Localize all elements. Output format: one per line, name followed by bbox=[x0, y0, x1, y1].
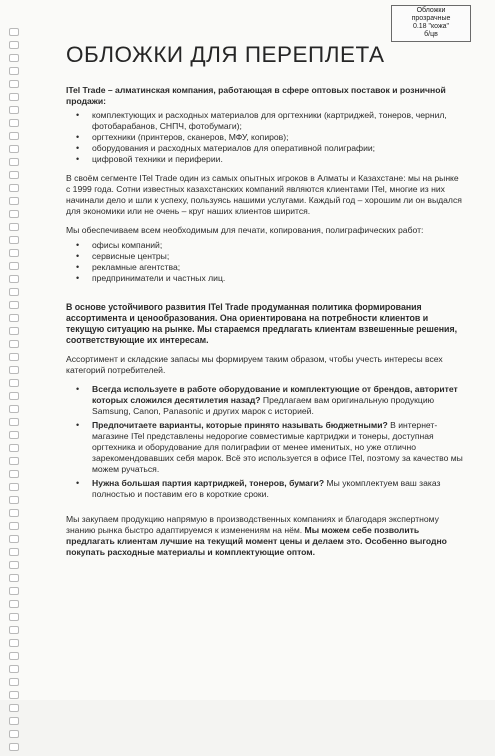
binding-hole bbox=[9, 340, 19, 348]
binding-hole bbox=[9, 288, 19, 296]
list-item: • офисы компаний; bbox=[66, 240, 464, 251]
binding-hole bbox=[9, 743, 19, 751]
advantage-question: Предпочитаете варианты, которые принято называть бюджетными? bbox=[92, 420, 388, 430]
advantages-list bbox=[66, 384, 464, 500]
binding-hole bbox=[9, 28, 19, 36]
binding-hole bbox=[9, 496, 19, 504]
list-item: • оргтехники (принтеров, сканеров, МФУ, копиров); bbox=[66, 132, 464, 143]
binding-hole bbox=[9, 561, 19, 569]
binding-hole bbox=[9, 132, 19, 140]
binding-hole bbox=[9, 574, 19, 582]
label-line-3: 0.18 "кожа" bbox=[412, 23, 450, 30]
binding-hole bbox=[9, 145, 19, 153]
binding-hole bbox=[9, 652, 19, 660]
assortment-paragraph: Ассортимент и складские запасы мы формируем таким образом, чтобы учесть интересы всех категорий потребителей. bbox=[66, 354, 443, 375]
list-item: • оборудования и расходных материалов для оперативной полиграфии; bbox=[66, 143, 464, 154]
closing-paragraph bbox=[66, 514, 464, 558]
products-list bbox=[66, 110, 464, 165]
list-item: • сервисные центры; bbox=[66, 251, 464, 262]
binding-hole bbox=[9, 158, 19, 166]
advantage-answer: Мы укомплектуем ваш заказ полностью и поставим его в короткие сроки. bbox=[92, 478, 441, 499]
list-item: • предприниматели и частных лиц. bbox=[66, 273, 464, 284]
advantage-question: Всегда используете в работе оборудование и комплектующие от брендов, авторитет которых сложился десятилетия назад? bbox=[92, 384, 458, 405]
binding-hole bbox=[9, 249, 19, 257]
binding-hole bbox=[9, 223, 19, 231]
binding-hole bbox=[9, 626, 19, 634]
binding-hole bbox=[9, 418, 19, 426]
binding-hole bbox=[9, 67, 19, 75]
binding-hole bbox=[9, 314, 19, 322]
advantage-question: Нужна большая партия картриджей, тонеров, бумаги? bbox=[92, 478, 325, 488]
binding-hole bbox=[9, 197, 19, 205]
list-item bbox=[66, 420, 464, 475]
label-line-4: б/цв bbox=[424, 31, 438, 38]
binding-hole bbox=[9, 119, 19, 127]
binding-hole bbox=[9, 548, 19, 556]
advantage-answer: В интернет-магазине ITel представлены недорогие совместимые картриджи и тонеры, доступная оргтехника и оборудование для полиграфии от менее именитых, но уже отлично зарекомендовавших себя марок. Всё это используется в офисе ITel, поэтому за качество мы можем ручаться. bbox=[92, 420, 463, 474]
binding-hole bbox=[9, 262, 19, 270]
closing-text: Мы закупаем продукцию напрямую в производственных компаниях и благодаря экспертному знанию рынка быстро адаптируемся к изменениям на нём. bbox=[66, 514, 439, 535]
binding-holes bbox=[9, 28, 19, 756]
binding-hole bbox=[9, 509, 19, 517]
binding-hole bbox=[9, 210, 19, 218]
binding-hole bbox=[9, 717, 19, 725]
binding-hole bbox=[9, 444, 19, 452]
binding-hole bbox=[9, 366, 19, 374]
binding-hole bbox=[9, 301, 19, 309]
binding-hole bbox=[9, 522, 19, 530]
services-paragraph: Мы обеспечиваем всем необходимым для печати, копирования, полиграфических работ: bbox=[66, 225, 424, 235]
binding-hole bbox=[9, 236, 19, 244]
advantage-answer: Предлагаем вам оригинальную продукцию Samsung, Canon, Panasonic и других марок с историей. bbox=[92, 395, 435, 416]
binding-hole bbox=[9, 613, 19, 621]
binding-hole bbox=[9, 54, 19, 62]
list-item: • цифровой техники и периферии. bbox=[66, 154, 464, 165]
company-paragraph: В своём сегменте ITel Trade один из самых опытных игроков в Алматы и Казахстане: мы на рынке с 1999 года. Сотни известных казахстанских компаний являются клиентами ITel, многие из них начинали дело и шли к успеху, пользуясь нашими услугами. Каждый год – хорошим ли он выдался для экономики или не очень – круг наших клиентов ширится. bbox=[66, 173, 462, 216]
binding-hole bbox=[9, 431, 19, 439]
binding-hole bbox=[9, 665, 19, 673]
binding-hole bbox=[9, 379, 19, 387]
label-line-2: прозрачные bbox=[411, 15, 451, 22]
binding-hole bbox=[9, 457, 19, 465]
binding-hole bbox=[9, 275, 19, 283]
closing-bold-text: Мы можем себе позволить предлагать клиентам лучшие на текущий момент цены и делаем это. Особенно выгодно покупать расходные материалы и комплектующие оптом. bbox=[66, 525, 447, 557]
binding-hole bbox=[9, 93, 19, 101]
binding-hole bbox=[9, 587, 19, 595]
binding-hole bbox=[9, 392, 19, 400]
binding-hole bbox=[9, 470, 19, 478]
document-body bbox=[66, 85, 464, 558]
binding-hole bbox=[9, 327, 19, 335]
binding-hole bbox=[9, 600, 19, 608]
binding-hole bbox=[9, 730, 19, 738]
binding-hole bbox=[9, 353, 19, 361]
list-item: • рекламные агентства; bbox=[66, 262, 464, 273]
list-item bbox=[66, 478, 464, 500]
list-item: • комплектующих и расходных материалов для оргтехники (картриджей, тонеров, чернил, фотобарабанов, СНПЧ, фотобумаги); bbox=[66, 110, 464, 132]
binding-hole bbox=[9, 483, 19, 491]
binding-hole bbox=[9, 41, 19, 49]
policy-paragraph: В основе устойчивого развития ITel Trade продуманная политика формирования ассортимента и ценообразования. Она ориентирована на потребности клиентов и текущую ситуацию на рынке. Мы стараемся предлагать клиентам взвешенные решения, соответствующие их интересам. bbox=[66, 302, 458, 345]
binding-hole bbox=[9, 691, 19, 699]
binding-hole bbox=[9, 639, 19, 647]
binding-hole bbox=[9, 704, 19, 712]
binding-hole bbox=[9, 106, 19, 114]
binding-hole bbox=[9, 171, 19, 179]
product-label bbox=[391, 5, 471, 42]
list-item bbox=[66, 384, 464, 417]
binding-hole bbox=[9, 80, 19, 88]
page-title: ОБЛОЖКИ ДЛЯ ПЕРЕПЛЕТА bbox=[66, 42, 385, 67]
label-line-1: Обложки bbox=[416, 7, 446, 14]
binding-hole bbox=[9, 535, 19, 543]
binding-hole bbox=[9, 184, 19, 192]
binding-hole bbox=[9, 678, 19, 686]
binding-hole bbox=[9, 405, 19, 413]
clients-list bbox=[66, 240, 464, 284]
intro-text: ITel Trade – алматинская компания, работающая в сфере оптовых поставок и розничной продажи: bbox=[66, 85, 446, 106]
